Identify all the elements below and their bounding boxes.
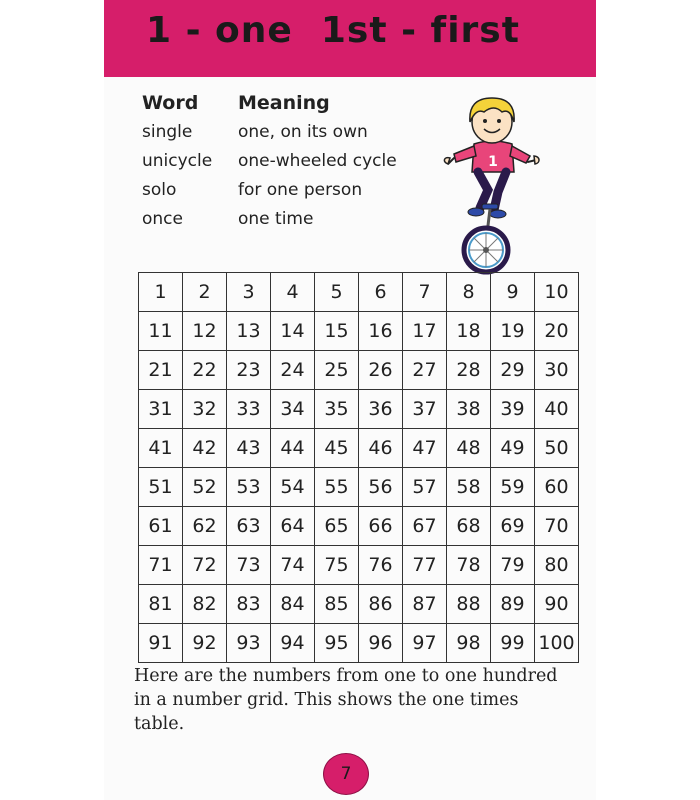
page-title: [146, 10, 520, 51]
grid-cell: 96: [359, 624, 403, 663]
grid-cell: 93: [227, 624, 271, 663]
grid-cell: 35: [315, 390, 359, 429]
grid-cell: 28: [447, 351, 491, 390]
grid-cell: 76: [359, 546, 403, 585]
page-number: 7: [323, 753, 369, 795]
word-entry: single: [142, 122, 193, 142]
grid-row: [139, 585, 579, 624]
grid-cell: 78: [447, 546, 491, 585]
grid-row: [139, 351, 579, 390]
word-column: [142, 88, 212, 234]
grid-row: [139, 429, 579, 468]
grid-row: [139, 507, 579, 546]
grid-cell: 36: [359, 390, 403, 429]
grid-cell: 69: [491, 507, 535, 546]
grid-cell: 52: [183, 468, 227, 507]
grid-cell: 50: [535, 429, 579, 468]
grid-cell: 1: [139, 273, 183, 312]
grid-cell: 83: [227, 585, 271, 624]
grid-cell: 82: [183, 585, 227, 624]
grid-cell: 80: [535, 546, 579, 585]
grid-cell: 95: [315, 624, 359, 663]
grid-cell: 44: [271, 429, 315, 468]
word-entry: unicycle: [142, 151, 213, 171]
meaning-entry: one, on its own: [238, 122, 368, 142]
grid-cell: 8: [447, 273, 491, 312]
grid-cell: 29: [491, 351, 535, 390]
grid-cell: 10: [535, 273, 579, 312]
number-grid: [138, 272, 579, 663]
grid-cell: 47: [403, 429, 447, 468]
grid-row: [139, 273, 579, 312]
grid-cell: 59: [491, 468, 535, 507]
grid-cell: 46: [359, 429, 403, 468]
grid-cell: 85: [315, 585, 359, 624]
grid-row: [139, 312, 579, 351]
grid-cell: 90: [535, 585, 579, 624]
grid-cell: 34: [271, 390, 315, 429]
grid-cell: 98: [447, 624, 491, 663]
grid-cell: 89: [491, 585, 535, 624]
grid-cell: 70: [535, 507, 579, 546]
grid-cell: 67: [403, 507, 447, 546]
grid-cell: 39: [491, 390, 535, 429]
grid-row: [139, 624, 579, 663]
grid-cell: 81: [139, 585, 183, 624]
grid-cell: 74: [271, 546, 315, 585]
grid-cell: 100: [535, 624, 579, 663]
word-entry: once: [142, 209, 183, 229]
grid-cell: 57: [403, 468, 447, 507]
page-header: [104, 0, 596, 77]
grid-cell: 72: [183, 546, 227, 585]
grid-cell: 32: [183, 390, 227, 429]
grid-cell: 58: [447, 468, 491, 507]
grid-cell: 31: [139, 390, 183, 429]
grid-cell: 65: [315, 507, 359, 546]
grid-cell: 13: [227, 312, 271, 351]
grid-cell: 6: [359, 273, 403, 312]
grid-cell: 94: [271, 624, 315, 663]
grid-cell: 14: [271, 312, 315, 351]
grid-cell: 61: [139, 507, 183, 546]
grid-cell: 48: [447, 429, 491, 468]
grid-cell: 87: [403, 585, 447, 624]
grid-cell: 2: [183, 273, 227, 312]
grid-cell: 75: [315, 546, 359, 585]
meaning-entry: one time: [238, 209, 314, 229]
grid-cell: 25: [315, 351, 359, 390]
grid-cell: 3: [227, 273, 271, 312]
meaning-column: [238, 88, 397, 234]
meaning-entry: for one person: [238, 180, 363, 200]
grid-cell: 23: [227, 351, 271, 390]
grid-cell: 43: [227, 429, 271, 468]
grid-cell: 51: [139, 468, 183, 507]
grid-cell: 45: [315, 429, 359, 468]
grid-cell: 37: [403, 390, 447, 429]
grid-cell: 42: [183, 429, 227, 468]
grid-cell: 62: [183, 507, 227, 546]
title-number: 1 - one: [146, 10, 293, 51]
unicycle-boy-illustration: [440, 92, 542, 277]
grid-cell: 53: [227, 468, 271, 507]
grid-cell: 41: [139, 429, 183, 468]
meaning-entry: one-wheeled cycle: [238, 151, 397, 171]
grid-cell: 12: [183, 312, 227, 351]
grid-row: [139, 390, 579, 429]
grid-cell: 9: [491, 273, 535, 312]
grid-cell: 54: [271, 468, 315, 507]
grid-cell: 38: [447, 390, 491, 429]
grid-cell: 99: [491, 624, 535, 663]
grid-cell: 55: [315, 468, 359, 507]
grid-cell: 17: [403, 312, 447, 351]
grid-cell: 97: [403, 624, 447, 663]
grid-cell: 21: [139, 351, 183, 390]
meaning-heading: Meaning: [238, 92, 330, 114]
word-entry: solo: [142, 180, 177, 200]
grid-cell: 92: [183, 624, 227, 663]
grid-cell: 79: [491, 546, 535, 585]
grid-cell: 73: [227, 546, 271, 585]
grid-cell: 88: [447, 585, 491, 624]
caption-text: Here are the numbers from one to one hundred in a number grid. This shows the one times table.: [134, 666, 558, 734]
word-heading: Word: [142, 92, 199, 114]
grid-cell: 11: [139, 312, 183, 351]
grid-cell: 71: [139, 546, 183, 585]
grid-cell: 66: [359, 507, 403, 546]
grid-cell: 56: [359, 468, 403, 507]
grid-row: [139, 468, 579, 507]
grid-row: [139, 546, 579, 585]
grid-cell: 26: [359, 351, 403, 390]
grid-cell: 27: [403, 351, 447, 390]
title-ordinal: 1st - first: [320, 10, 520, 51]
grid-cell: 77: [403, 546, 447, 585]
grid-cell: 19: [491, 312, 535, 351]
grid-cell: 86: [359, 585, 403, 624]
grid-cell: 7: [403, 273, 447, 312]
grid-cell: 49: [491, 429, 535, 468]
grid-cell: 84: [271, 585, 315, 624]
shirt-number: 1: [488, 154, 498, 170]
grid-cell: 4: [271, 273, 315, 312]
grid-cell: 40: [535, 390, 579, 429]
grid-cell: 33: [227, 390, 271, 429]
grid-cell: 30: [535, 351, 579, 390]
grid-cell: 68: [447, 507, 491, 546]
grid-cell: 22: [183, 351, 227, 390]
grid-cell: 24: [271, 351, 315, 390]
grid-cell: 5: [315, 273, 359, 312]
grid-cell: 63: [227, 507, 271, 546]
grid-cell: 16: [359, 312, 403, 351]
grid-cell: 60: [535, 468, 579, 507]
book-page: [104, 0, 596, 800]
grid-cell: 18: [447, 312, 491, 351]
grid-cell: 15: [315, 312, 359, 351]
grid-cell: 20: [535, 312, 579, 351]
grid-cell: 64: [271, 507, 315, 546]
grid-cell: 91: [139, 624, 183, 663]
